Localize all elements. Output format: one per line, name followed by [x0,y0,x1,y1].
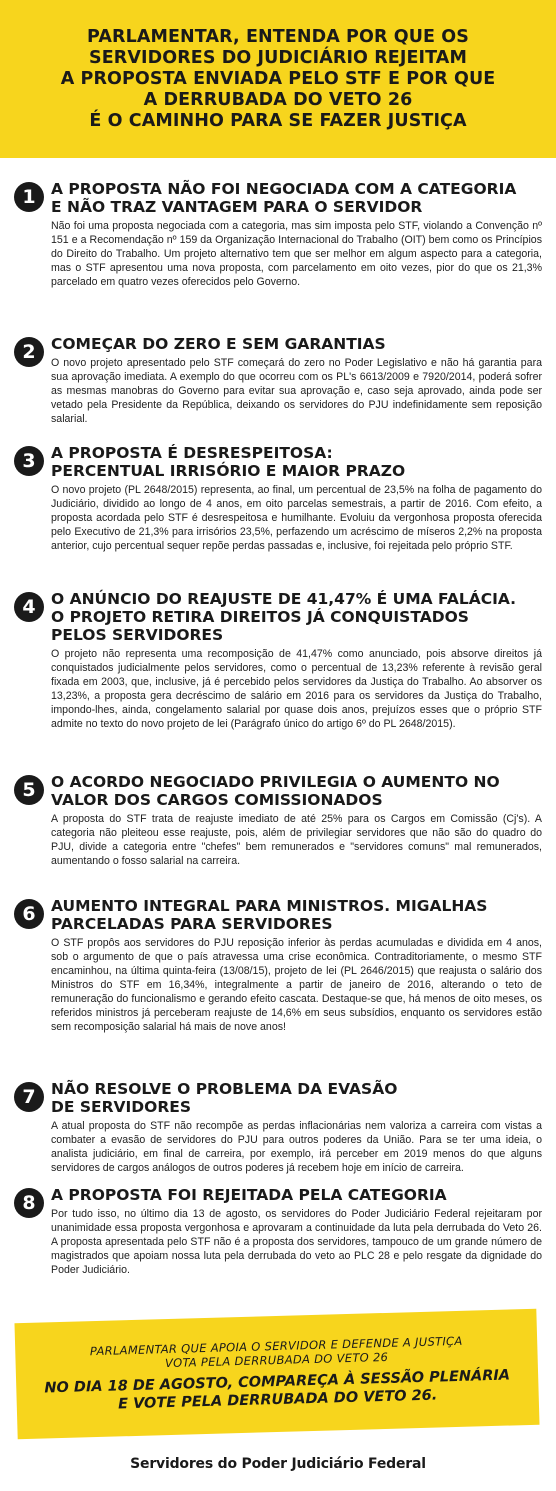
section-title [51,1186,542,1204]
section-6 [14,897,542,1034]
section-number: 5 [14,775,44,805]
section-title [51,1080,542,1116]
section-title [51,180,542,216]
section-title-line: E NÃO TRAZ VANTAGEM PARA O SERVIDOR [51,198,423,216]
section-title-line: A PROPOSTA FOI REJEITADA PELA CATEGORIA [51,1186,447,1204]
section-title-line: VALOR DOS CARGOS COMISSIONADOS [51,791,383,809]
section-7 [14,1080,542,1175]
section-number: 2 [14,337,44,367]
section-3 [14,444,542,553]
header-banner [0,0,556,158]
section-title-line: PARCELADAS PARA SERVIDORES [51,915,333,933]
section-body: O novo projeto apresentado pelo STF começará do zero no Poder Legislativo e não há garantia para sua aprovação imediata. A exemplo do que ocorreu com os PL's 6613/2009 e 7920/2014, poderá sofrer as mesmas manobras do Governo para evitar sua aprovação e, caso seja aprovado, ainda pode ser vetado pela Presidente da República, deixando os servidores do PJU indefinidamente sem reposição salarial. [51,357,542,425]
section-5 [14,773,542,868]
section-title-line: O ACORDO NEGOCIADO PRIVILEGIA O AUMENTO NO [51,773,500,791]
section-title-line: O PROJETO RETIRA DIREITOS JÁ CONQUISTADOS [51,608,469,626]
section-title-line: O ANÚNCIO DO REAJUSTE DE 41,47% É UMA FALÁCIA. [51,590,517,608]
call-to-action-banner [14,1309,539,1440]
section-body: O STF propôs aos servidores do PJU reposição inferior às perdas acumuladas e dividida em 4 anos, sob o argumento de que o país atravessa uma crise econômica. Contraditoriamente, o mesmo STF encaminhou, na última quinta-feira (13/08/15), projeto de lei (PL 2646/2015) que reajusta o salário dos Ministros do STF em 16,34%, integralmente a partir de janeiro de 2016, alterando o teto de remuneração do funcionalismo e gerando efeito cascata. Destaque-se que, há menos de oito meses, os referidos ministros já perceberam reajuste de 14,6% em seus subsídios, enquanto os servidores estão sem recomposição salarial há mais de nove anos! [51,937,542,1033]
section-number: 3 [14,446,44,476]
section-title-line: PELOS SERVIDORES [51,626,224,644]
banner-subtitle: PARLAMENTAR QUE APOIA O SERVIDOR E DEFENDE A JUSTIÇA VOTA PELA DERRUBADA DO VETO 26 [89,1333,463,1371]
section-body: Não foi uma proposta negociada com a categoria, mas sim imposta pelo STF, violando a Convenção nº 151 e a Recomendação nº 159 da Organização Internacional do Trabalho (OIT) bem como os Princípios do Direito do Trabalho. Um projeto alternativo tem que ser melhor em algum aspecto para a categoria, mas o STF apresentou uma nova proposta, com parcelamento em oito vezes, pior do que os 21,3% parcelado em quatro vezes oferecidos pelo Governo. [51,220,542,288]
section-number: 4 [14,592,44,622]
section-8 [14,1186,542,1277]
section-number: 7 [14,1082,44,1112]
section-title [51,335,542,353]
section-4 [14,590,542,731]
section-body: O novo projeto (PL 2648/2015) representa, ao final, um percentual de 23,5% na folha de pagamento do Judiciário, dividido ao longo de 4 anos, em oito parcelas semestrais, a partir de 2016. Com efeito, a proposta acordada pelo STF é desrespeitosa e humilhante. Evoluiu da vergonhosa proposta oferecida pelo Executivo de 21,3% para irrisórios 23,5%, perfazendo um acréscimo de míseros 2,2% na proposta anterior, cujo percentual sequer repõe perdas passadas e, inclusive, foi rejeitada pelo próprio STF. [51,484,542,552]
section-body: A proposta do STF trata de reajuste imediato de até 25% para os Cargos em Comissão (Cj's). A categoria não pleiteou esse reajuste, pois, além de privilegiar servidores que não são do quadro do PJU, divide a categoria entre "chefes" bem remunerados e "servidores comuns" mal remunerados, aumentando o fosso salarial na carreira. [51,813,542,867]
section-body: A atual proposta do STF não recompõe as perdas inflacionárias nem valoriza a carreira com vistas a combater a evasão de servidores do PJU para outros poderes da União. Para se ter uma ideia, o analista judiciário, em final de carreira, por exemplo, irá perceber em 2019 menos do que alguns servidores de cargos análogos de outros poderes já recebem hoje em início de carreira. [51,1120,542,1174]
section-1 [14,180,542,289]
section-title-line: AUMENTO INTEGRAL PARA MINISTROS. MIGALHAS [51,897,488,915]
section-title-line: PERCENTUAL IRRISÓRIO E MAIOR PRAZO [51,462,406,480]
section-body: O projeto não representa uma recomposição de 41,47% como anunciado, pois absorve direitos já conquistados judicialmente pelos servidores, como o percentual de 13,23% referente à revisão geral fixada em 2003, que, inclusive, já é percebido pelos servidores da Justiça do Trabalho. Ao absorver os 13,23%, a proposta gera decréscimo de salário em 2016 para os servidores da Justiça do Trabalho, impondo-lhes, ainda, congelamento salarial por quase dois anos, prejuízos esses que o próprio STF admite no texto do novo projeto de lei (Parágrafo único do artigo 6º do PL 2648/2015). [51,648,542,730]
page-title: PARLAMENTAR, ENTENDA POR QUE OS SERVIDORES DO JUDICIÁRIO REJEITAM A PROPOSTA ENVIADA PELO STF E POR QUE A DERRUBADA DO VETO 26 É O CAMINHO PARA SE FAZER JUSTIÇA [60,26,496,131]
section-title [51,773,542,809]
section-title-line: COMEÇAR DO ZERO E SEM GARANTIAS [51,335,386,353]
section-title-line: NÃO RESOLVE O PROBLEMA DA EVASÃO [51,1080,398,1098]
footer-signature: Servidores do Poder Judiciário Federal [130,1456,426,1472]
section-title-line: A PROPOSTA É DESRESPEITOSA: [51,444,333,462]
section-title [51,897,542,933]
section-title [51,590,542,644]
section-2 [14,335,542,426]
section-title [51,444,542,480]
section-number: 6 [14,899,44,929]
banner-headline: NO DIA 18 DE AGOSTO, COMPAREÇA À SESSÃO PLENÁRIA E VOTE PELA DERRUBADA DO VETO 26. [44,1367,511,1413]
section-number: 1 [14,182,44,212]
section-body: Por tudo isso, no último dia 13 de agosto, os servidores do Poder Judiciário Federal rejeitaram por unanimidade essa proposta vergonhosa e aprovaram a continuidade da luta pela derrubada do Veto 26. A proposta apresentada pelo STF não é a proposta dos servidores, tampouco de um grande número de magistrados que apoiam nossa luta pela derrubada do veto ao PLC 28 e pelo resgate da dignidade do Poder Judiciário. [51,1208,542,1276]
section-number: 8 [14,1188,44,1218]
section-title-line: A PROPOSTA NÃO FOI NEGOCIADA COM A CATEGORIA [51,180,517,198]
section-title-line: DE SERVIDORES [51,1098,192,1116]
